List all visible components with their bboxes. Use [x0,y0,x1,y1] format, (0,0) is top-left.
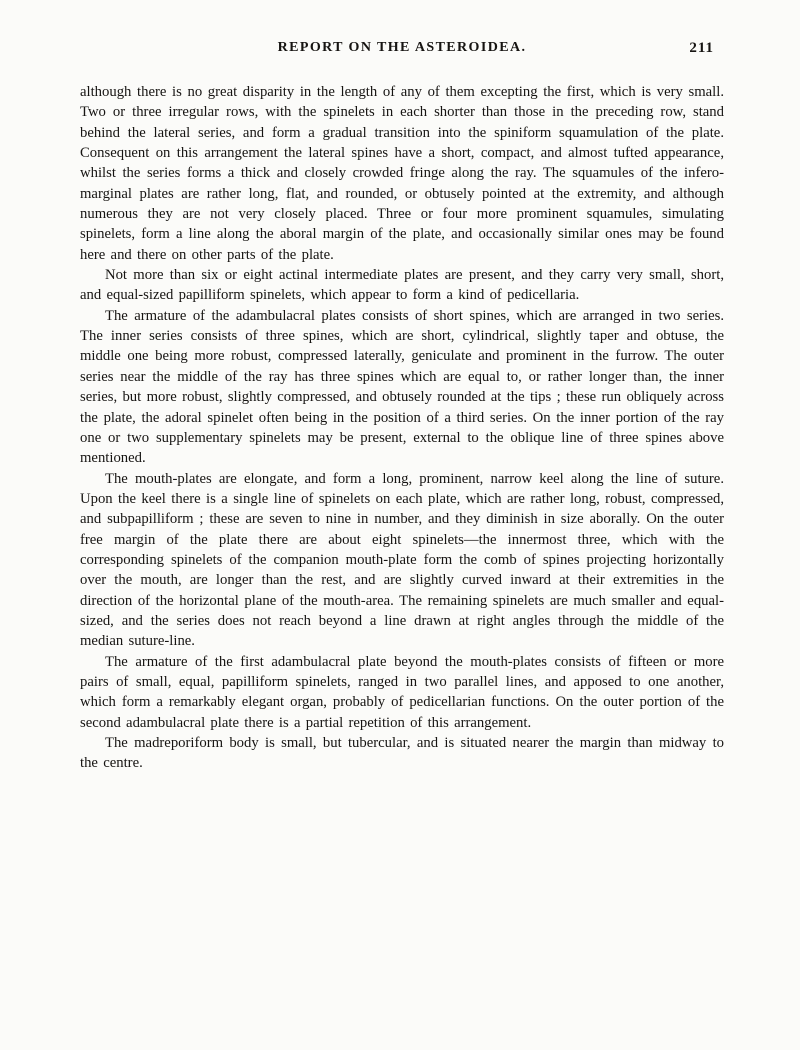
paragraph-5: The armature of the first adambulacral plate beyond the mouth-plates consists of fifteen or more pairs of small, equal, papilliform spinelets, ranged in two parallel lines, and apposed to one another, which form a remarkably elegant organ, probably of pedicellarian functions. On the outer portion of the second adambulacral plate there is a partial repetition of this arrangement. [80,653,724,731]
paragraph-3: The armature of the adambulacral plates consists of short spines, which are arranged in two series. The inner series consists of three spines, which are short, cylindrical, slightly taper and obtuse, the middle one being more robust, compressed laterally, geniculate and prominent in the furrow. The outer series near the middle of the ray has three spines which are equal to, or rather longer than, the inner series, but more robust, slightly compressed, and obtusely rounded at the tips ; these run obliquely across the plate, the adoral spinelet often being in the position of a third series. On the inner portion of the ray one or two supplementary spinelets may be present, external to the oblique line of three spines above mentioned. [80,307,724,467]
page-number: 211 [689,40,714,56]
running-header [80,40,724,60]
paragraph-4: The mouth-plates are elongate, and form a long, prominent, narrow keel along the line of suture. Upon the keel there is a single line of spinelets on each plate, which are rather long, robust, compressed, and subpapilliform ; these are seven to nine in number, and they diminish in size aborally. On the outer free margin of the plate there are about eight spinelets—the innermost three, which with the corresponding spinelets of the companion mouth-plate form the comb of spines projecting horizontally over the mouth, are longer than the rest, and are slightly curved inward at their extremities in the direction of the horizontal plane of the mouth-area. The remaining spinelets are much smaller and equal-sized, and the series does not reach beyond a line drawn at right angles through the middle of the median suture-line. [80,470,724,650]
page-title: REPORT ON THE ASTEROIDEA. [277,40,527,55]
paragraph-6: The madreporiform body is small, but tubercular, and is situated nearer the margin than midway to the centre. [80,735,724,772]
body-text [80,82,724,774]
paragraph-1: although there is no great disparity in the length of any of them excepting the first, which is very small. Two or three irregular rows, with the spinelets in each shorter than those in the preceding row, stand behind the lateral series, and form a gradual transition into the spiniform squamulation of the plate. Consequent on this arrangement the lateral spines have a short, compact, and almost tufted appearance, whilst the series forms a thick and closely crowded fringe along the ray. The squamules of the infero-marginal plates are rather long, flat, and rounded, or obtusely pointed at the extremity, and although numerous they are not very closely placed. Three or four more prominent squamules, simulating spinelets, form a line along the aboral margin of the plate, and occasionally similar ones may be found here and there on other parts of the plate. [80,84,724,263]
paragraph-2: Not more than six or eight actinal intermediate plates are present, and they carry very small, short, and equal-sized papilliform spinelets, which appear to form a kind of pedicellaria. [80,267,724,304]
